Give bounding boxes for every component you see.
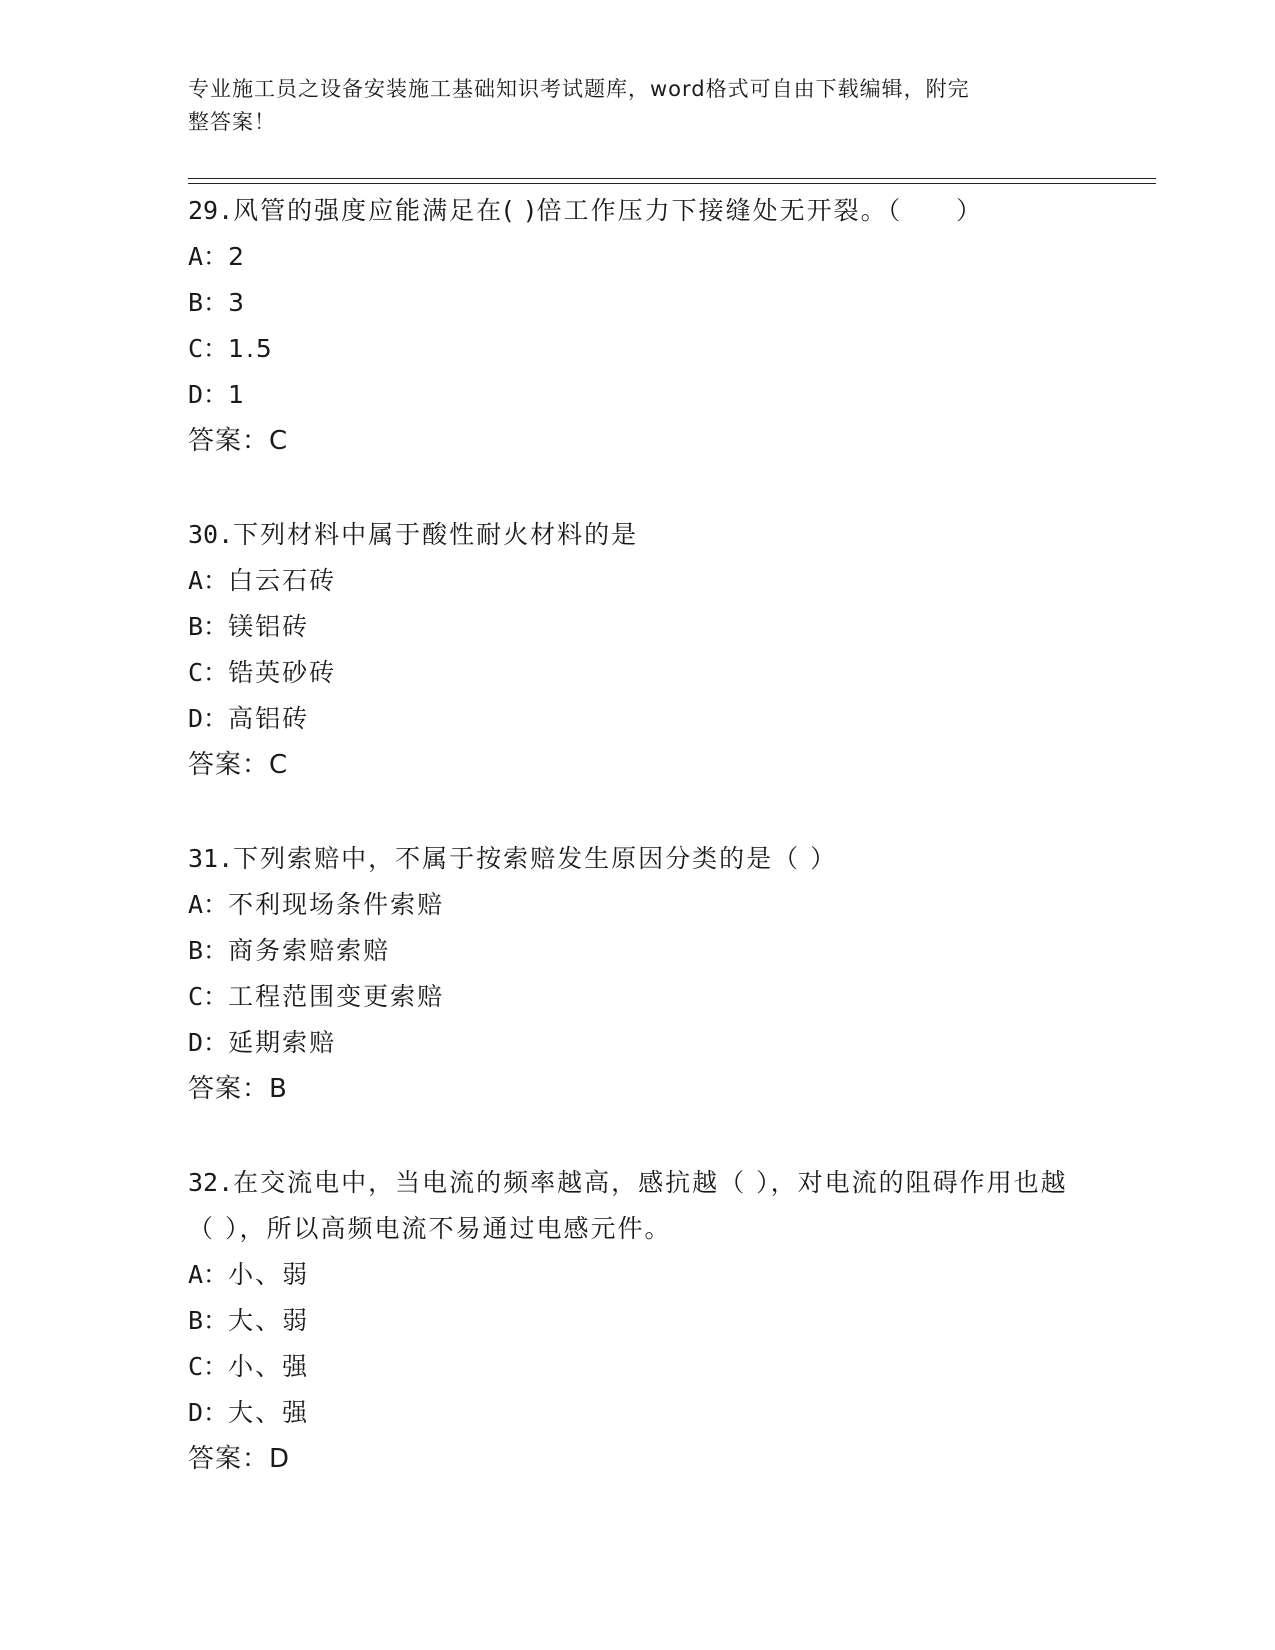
header-line-1: 专业施工员之设备安装施工基础知识考试题库，word格式可自由下载编辑，附完 [188,77,970,101]
header-divider-top [188,178,1156,179]
option-text: 1.5 [228,334,274,363]
option-a [188,882,1088,928]
option-key: B： [188,612,229,641]
question-number: 32. [188,1168,234,1197]
option-key: C： [188,334,229,363]
question-text [188,836,1088,882]
option-text: 白云石砖 [228,566,337,595]
option-text: 1 [228,380,246,409]
option-key: A： [188,1260,229,1289]
option-key: D： [188,704,229,733]
option-b [188,928,1088,974]
option-text: 小、弱 [228,1260,310,1289]
option-key: A： [188,566,229,595]
option-key: A： [188,242,229,271]
option-text: 高铝砖 [228,704,310,733]
option-c [188,974,1088,1020]
question-number: 30. [188,520,234,549]
option-key: B： [188,1306,229,1335]
option-a [188,234,1088,280]
question-stem: 风管的强度应能满足在( )倍工作压力下接缝处无开裂。（ ） [233,196,984,225]
question-list [188,188,1088,1530]
option-text: 工程范围变更索赔 [228,982,445,1011]
header-line-2: 整答案！ [188,110,276,134]
option-c [188,1344,1088,1390]
answer-line: 答案：C [188,426,289,456]
option-d [188,372,1088,418]
question-text [188,188,1088,234]
option-d [188,1390,1088,1436]
option-key: C： [188,658,229,687]
question-text [188,512,1088,558]
option-text: 小、强 [228,1352,310,1381]
option-key: D： [188,1028,229,1057]
question-30 [188,512,1088,788]
option-text: 锆英砂砖 [228,658,337,687]
option-b [188,604,1088,650]
answer-line: 答案：D [188,1444,291,1474]
answer-line: 答案：B [188,1074,288,1104]
option-text: 镁铝砖 [228,612,310,641]
question-stem: 下列索赔中，不属于按索赔发生原因分类的是（ ） [233,844,838,873]
question-29 [188,188,1088,464]
option-key: C： [188,1352,229,1381]
option-text: 延期索赔 [228,1028,337,1057]
option-c [188,650,1088,696]
option-text: 3 [228,288,246,317]
question-32 [188,1160,1088,1482]
option-key: B： [188,288,229,317]
option-a [188,1252,1088,1298]
option-text: 大、弱 [228,1306,310,1335]
option-b [188,280,1088,326]
option-a [188,558,1088,604]
option-key: B： [188,936,229,965]
option-key: C： [188,982,229,1011]
answer-line: 答案：C [188,750,289,780]
question-stem: 下列材料中属于酸性耐火材料的是 [233,520,639,549]
option-text: 商务索赔索赔 [228,936,391,965]
option-b [188,1298,1088,1344]
option-c [188,326,1088,372]
option-key: A： [188,890,229,919]
question-text [188,1160,1088,1252]
document-header [188,73,1078,139]
question-31 [188,836,1088,1112]
question-number: 29. [188,196,234,225]
option-d [188,696,1088,742]
option-d [188,1020,1088,1066]
question-number: 31. [188,844,234,873]
option-key: D： [188,1398,229,1427]
option-text: 不利现场条件索赔 [228,890,445,919]
question-stem: 在交流电中，当电流的频率越高，感抗越（ ），对电流的阻碍作用也越（ ），所以高频电流不易通过电感元件。 [188,1168,1068,1243]
option-text: 大、强 [228,1398,310,1427]
header-divider-bottom [188,183,1156,184]
option-key: D： [188,380,229,409]
option-text: 2 [228,242,246,271]
